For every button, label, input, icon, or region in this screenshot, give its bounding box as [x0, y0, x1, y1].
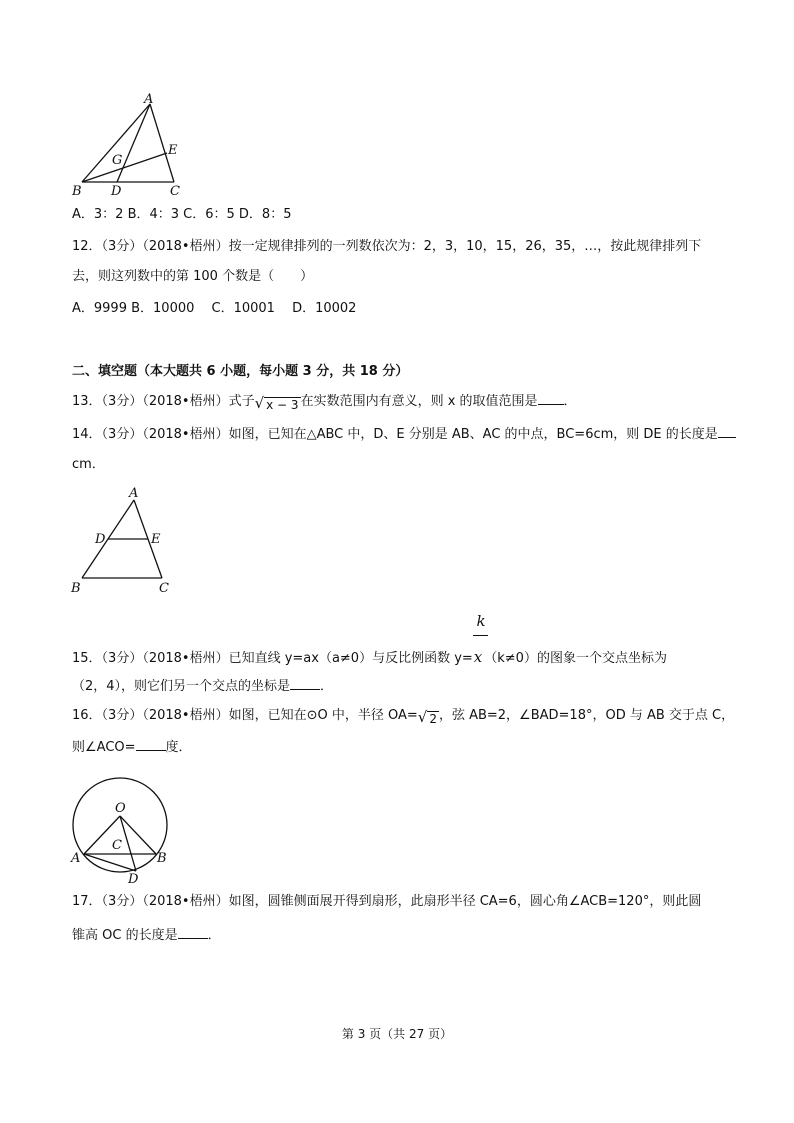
page-footer: 第 3 页（共 27 页） [341, 1027, 453, 1041]
fraction-bar [473, 635, 488, 636]
q16-suffix: ，弦 AB=2，∠BAD=18°，OD 与 AB 交于点 C， [438, 708, 735, 723]
label-e: E [151, 532, 161, 547]
label-g: G [112, 153, 123, 168]
q11-options: A．3：2 B．4：3 C．6：5 D．8：5 [72, 207, 292, 222]
q16-line2 [72, 738, 192, 757]
fraction-denominator: x [473, 648, 483, 666]
q12-line1: 12．（3分）（2018•梧州）按一定规律排列的一列数依次为：2，3，10，15，26，35，…，按此规律排列下 [72, 239, 702, 254]
fraction-numerator: k [476, 612, 486, 630]
q16-answer-blank[interactable] [136, 738, 166, 751]
q16-line1 [72, 707, 734, 726]
q14-answer-blank[interactable] [718, 425, 736, 438]
q17-line1: 17．（3分）（2018•梧州）如图，圆锥侧面展开得到扇形，此扇形半径 CA=6，圆心角∠ACB=120°，则此圆 [72, 894, 702, 909]
q14-triangle-figure [68, 486, 183, 598]
q13-radicand: x − 3 [266, 398, 299, 412]
circle-o [73, 778, 167, 872]
q16-circle-figure [68, 770, 178, 885]
q13-answer-blank[interactable] [538, 392, 564, 405]
label-c: C [170, 184, 180, 199]
label-a: A [144, 92, 154, 107]
q13-suffix: 在实数范围内有意义，则 x 的取值范围是 [300, 394, 538, 409]
label-d: D [95, 532, 106, 547]
sqrt-x-minus-3: √ x − 3 [254, 394, 299, 412]
q12-options: A．9999 B．10000 C．10001 D．10002 [72, 301, 357, 316]
segment-ad [117, 104, 150, 182]
q16-radicand: 2 [429, 712, 437, 726]
q14-line2: cm． [72, 457, 105, 472]
q15-suffix: （k≠0）的图象一个交点坐标为 [484, 651, 667, 666]
label-a: A [71, 851, 81, 866]
q17-answer-blank[interactable] [178, 926, 208, 939]
q15-line1 [72, 648, 667, 668]
q15-prefix: 15．（3分）（2018•梧州）已知直线 y=ax（a≠0）与反比例函数 y= [72, 651, 473, 666]
q15-line2-text: （2，4），则它们另一个交点的坐标是 [72, 679, 291, 694]
label-c: C [159, 581, 169, 596]
q11-triangle-figure [70, 92, 190, 200]
q17-end: ． [207, 928, 221, 943]
label-e: E [168, 143, 178, 158]
label-a: A [129, 486, 139, 501]
label-b: B [72, 184, 82, 199]
q16-line2-suffix: 度． [165, 740, 192, 755]
q17-line2 [72, 926, 221, 945]
q15-line2 [72, 677, 333, 696]
q13-line [72, 392, 577, 412]
q12-line2: 去，则这列数中的第 100 个数是（ ） [72, 269, 314, 284]
label-d: D [111, 184, 122, 199]
q15-answer-blank[interactable] [290, 677, 320, 690]
q16-prefix: 16．（3分）（2018•梧州）如图，已知在⊙O 中，半径 OA= [72, 708, 418, 723]
label-b: B [71, 581, 81, 596]
q16-line2-prefix: 则∠ACO= [72, 740, 136, 755]
q14-line1 [72, 425, 736, 444]
label-d: D [128, 872, 139, 885]
section-title: 二、填空题（本大题共 6 小题，每小题 3 分，共 18 分） [72, 364, 409, 379]
q14-text: 14．（3分）（2018•梧州）如图，已知在△ABC 中，D、E 分别是 AB、AC 的中点，BC=6cm，则 DE 的长度是 [72, 427, 718, 442]
q13-end: ． [563, 394, 577, 409]
sqrt-2: √ 2 [417, 708, 437, 726]
q15-end: ． [320, 679, 334, 694]
label-b: B [157, 851, 167, 866]
label-o: O [115, 801, 126, 816]
label-c: C [112, 838, 122, 853]
q17-line2-text: 锥高 OC 的长度是 [72, 928, 178, 943]
q13-prefix: 13．（3分）（2018•梧州）式子 [72, 394, 255, 409]
